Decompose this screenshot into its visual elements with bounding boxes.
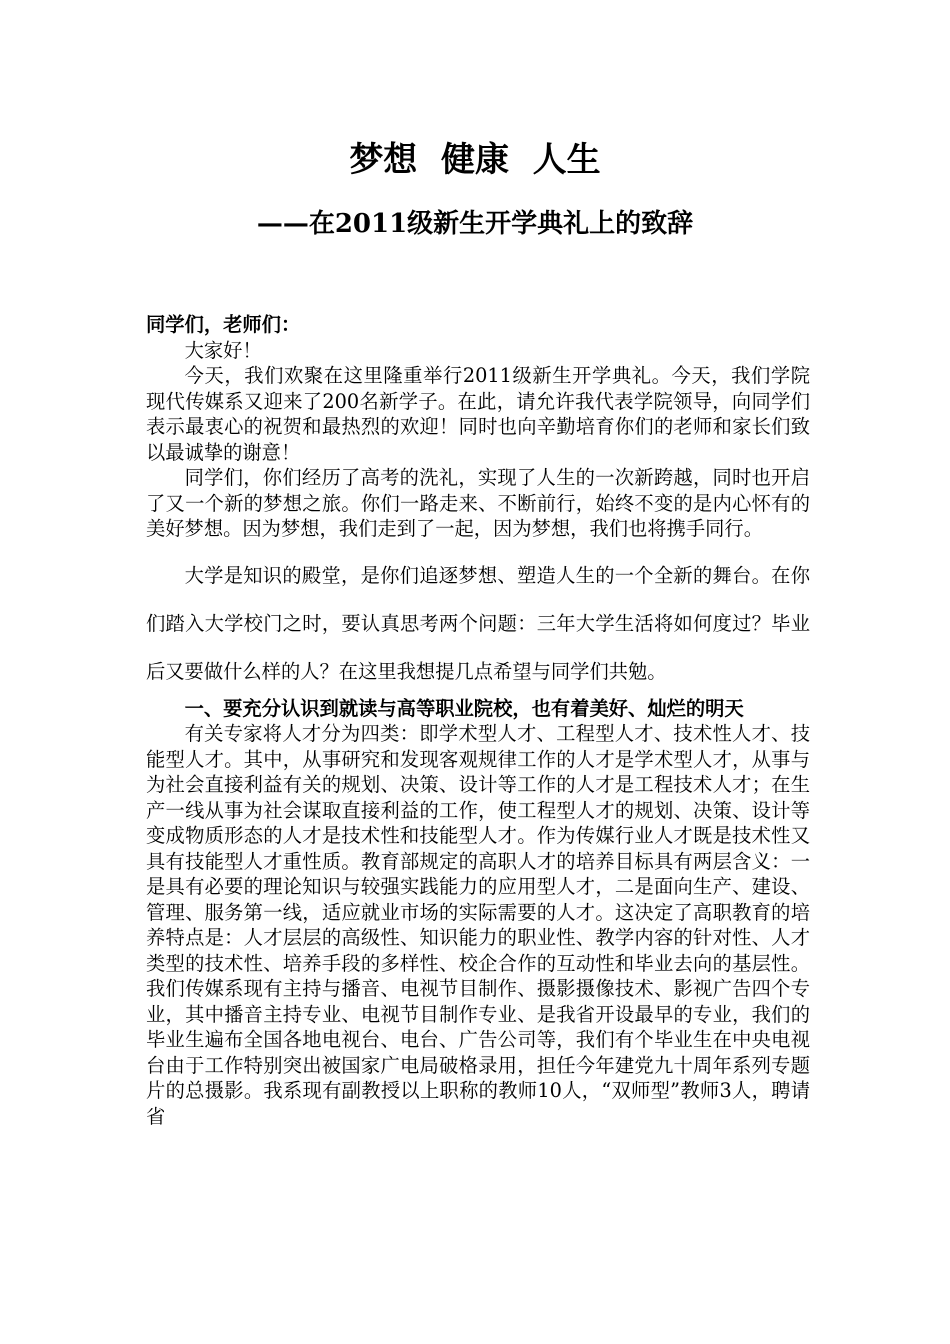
paragraph-dream: 同学们，你们经历了高考的洗礼，实现了人生的一次新跨越，同时也开启了又一个新的梦想之旅。你们一路走来、不断前行，始终不变的是内心怀有的美好梦想。因为梦想，我们走到了一起，因为梦想，我们也将携手同行。 bbox=[146, 466, 810, 540]
section-heading-1: 一、要充分认识到就读与高等职业院校，也有着美好、灿烂的明天 bbox=[184, 696, 744, 720]
salutation: 同学们，老师们： bbox=[146, 313, 301, 336]
paragraph-talent-types: 有关专家将人才分为四类：即学术型人才、工程型人才、技术性人才、技能型人才。其中，从事研究和发现客观规律工作的人才是学术型人才，从事与为社会直接利益有关的规划、决策、设计等工作的人才是工程技术人才；在生产一线从事为社会谋取直接利益的工作，使工程型人才的规划、决策、设计等变成物质形态的人才是技术性和技能型人才。作为传媒行业人才既是技术性又具有技能型人才重性质。教育部规定的高职人才的培养目标具有两层含义：一是具有必要的理论知识与较强实践能力的应用型人才，二是面向生产、建设、管理、服务第一线，适应就业市场的实际需要的人才。这决定了高职教育的培养特点是：人才层层的高级性、知识能力的职业性、教学内容的针对性、人才类型的技术性、培养手段的多样性、校企合作的互动性和毕业去向的基层性。我们传媒系现有主持与播音、电视节目制作、摄影摄像技术、影视广告四个专业，其中播音主持专业、电视节目制作专业、是我省开设最早的专业，我们的毕业生遍布全国各地电视台、电台、广告公司等，我们有个毕业生在中央电视台由于工作特别突出被国家广电局破格录用，担任今年建党九十周年系列专题片的总摄影。我系现有副教授以上职称的教师10人，“双师型”教师3人，聘请省 bbox=[146, 722, 810, 1128]
paragraph-university: 大学是知识的殿堂，是你们追逐梦想、塑造人生的一个全新的舞台。在你们踏入大学校门之时，要认真思考两个问题：三年大学生活将如何度过？毕业后又要做什么样的人？在这里我想提几点希望与同学们共勉。 bbox=[146, 563, 810, 683]
document-subtitle: ——在2011级新生开学典礼上的致辞 bbox=[256, 209, 694, 239]
document-body bbox=[146, 312, 810, 1129]
greeting: 大家好！ bbox=[184, 338, 262, 362]
document-title: 梦想 健康 人生 bbox=[349, 140, 601, 180]
paragraph-welcome: 今天，我们欢聚在这里隆重举行2011级新生开学典礼。今天，我们学院现代传媒系又迎来了200名新学子。在此，请允许我代表学院领导，向同学们表示最衷心的祝贺和最热烈的欢迎！同时也向辛勤培育你们的老师和家长们致以最诚挚的谢意！ bbox=[146, 364, 810, 464]
